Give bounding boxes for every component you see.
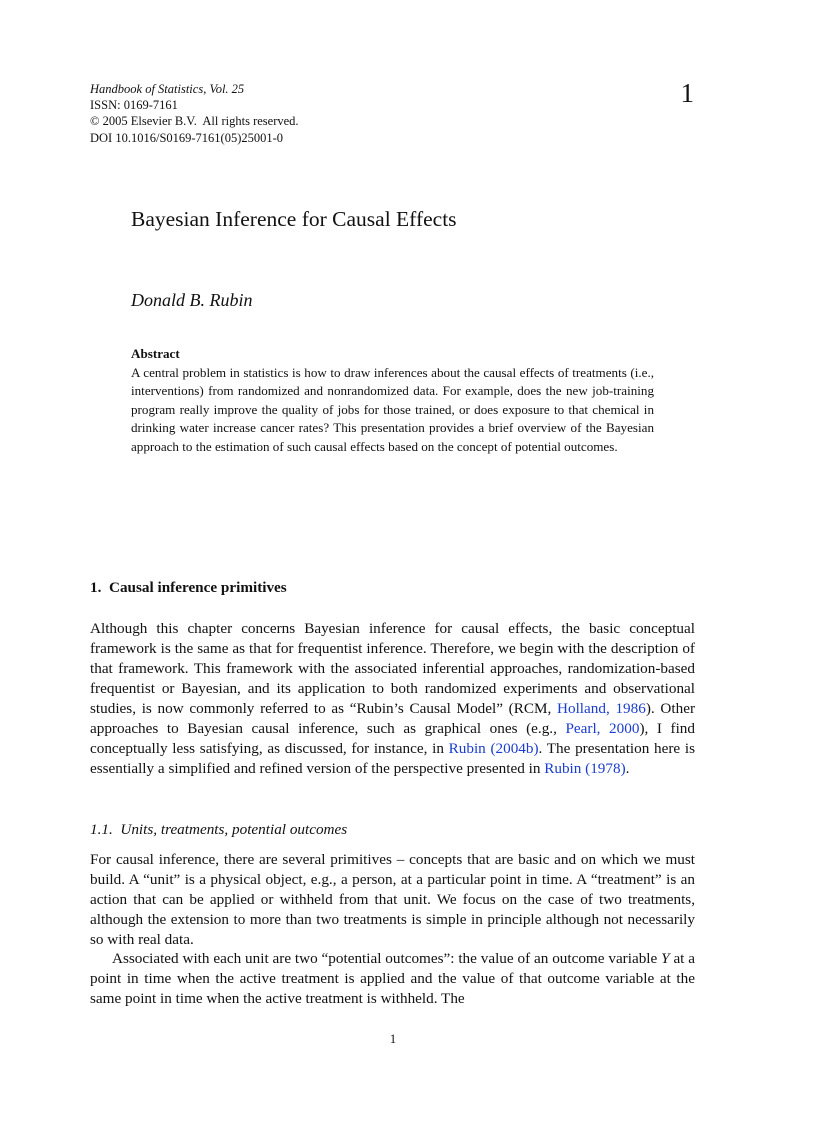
page-number: 1 <box>389 1032 397 1046</box>
publication-metadata <box>90 81 299 146</box>
paragraph-causal-framework <box>90 619 695 779</box>
citation-link-pearl[interactable]: Pearl, 2000 <box>565 720 640 737</box>
paragraph-text: Although this chapter concerns Bayesian inference for causal effects, the basic conceptual framework is the same as that for frequentist inference. Therefore, we begin with the description of that framework. This framework with the associated inferential approaches, randomization-based frequentist or Bayesian, and its application to both randomized experiments and observational studies, is now commonly referred to as “Rubin’s Causal Model” (RCM, <box>90 620 695 717</box>
citation-link-rubin-1978[interactable]: Rubin (1978) <box>544 760 626 777</box>
paragraph-text: Associated with each unit are two “potential outcomes”: the value of an outcome variable <box>112 950 662 967</box>
paragraph-text: . The presentation here is essentially a simplified and refined version of the perspective presented in <box>90 740 695 777</box>
chapter-title: Bayesian Inference for Causal Effects <box>131 207 457 231</box>
paragraph-primitives: For causal inference, there are several primitives – concepts that are basic and on which we must build. A “unit” is a physical object, e.g., a person, at a particular point in time. A “treatment” is an action that can be applied or withheld from that unit. We focus on the case of two treatments, although the extension to more than two treatments is simple in principle although not necessarily so with real data. <box>90 851 695 948</box>
chapter-number: 1 <box>680 78 694 108</box>
journal-name: Handbook of Statistics, Vol. 25 <box>90 82 245 96</box>
paragraph-text: at a point in time when the active treatment is applied and the value of that outcome variable at the same point in time when the active treatment is withheld. The <box>90 950 695 1007</box>
citation-link-rubin-2004b[interactable]: Rubin (2004b) <box>448 740 539 757</box>
issn: ISSN: 0169-7161 <box>90 98 178 113</box>
author-name: Donald B. Rubin <box>131 290 253 310</box>
abstract-heading: Abstract <box>131 346 180 361</box>
math-variable: Y <box>661 950 670 967</box>
paragraph-text: ). Other approaches to Bayesian causal inference, such as graphical ones (e.g., <box>90 700 695 737</box>
abstract-block <box>131 345 654 457</box>
subsection-heading: 1.1. Units, treatments, potential outcomes <box>90 821 348 838</box>
copyright: © 2005 Elsevier B.V. All rights reserved. <box>90 114 299 129</box>
abstract-body: A central problem in statistics is how to draw inferences about the causal effects of treatments (i.e., interventions) from randomized and nonrandomized data. For example, does the new job-training program really improve the quality of jobs for those trained, or does exposure to that chemical in drinking water increase cancer rates? This presentation provides a brief overview of the Bayesian approach to the estimation of such causal effects based on the concept of potential outcomes. <box>131 364 654 454</box>
section-heading: 1. Causal inference primitives <box>90 579 287 596</box>
paragraph-text: . <box>625 760 630 777</box>
doi: DOI 10.1016/S0169-7161(05)25001-0 <box>90 130 284 145</box>
citation-link-holland[interactable]: Holland, 1986 <box>557 700 646 717</box>
paragraph-potential-outcomes <box>90 949 695 1009</box>
paragraph-text: ), I find conceptually less satisfying, as discussed, for instance, in <box>90 720 695 757</box>
